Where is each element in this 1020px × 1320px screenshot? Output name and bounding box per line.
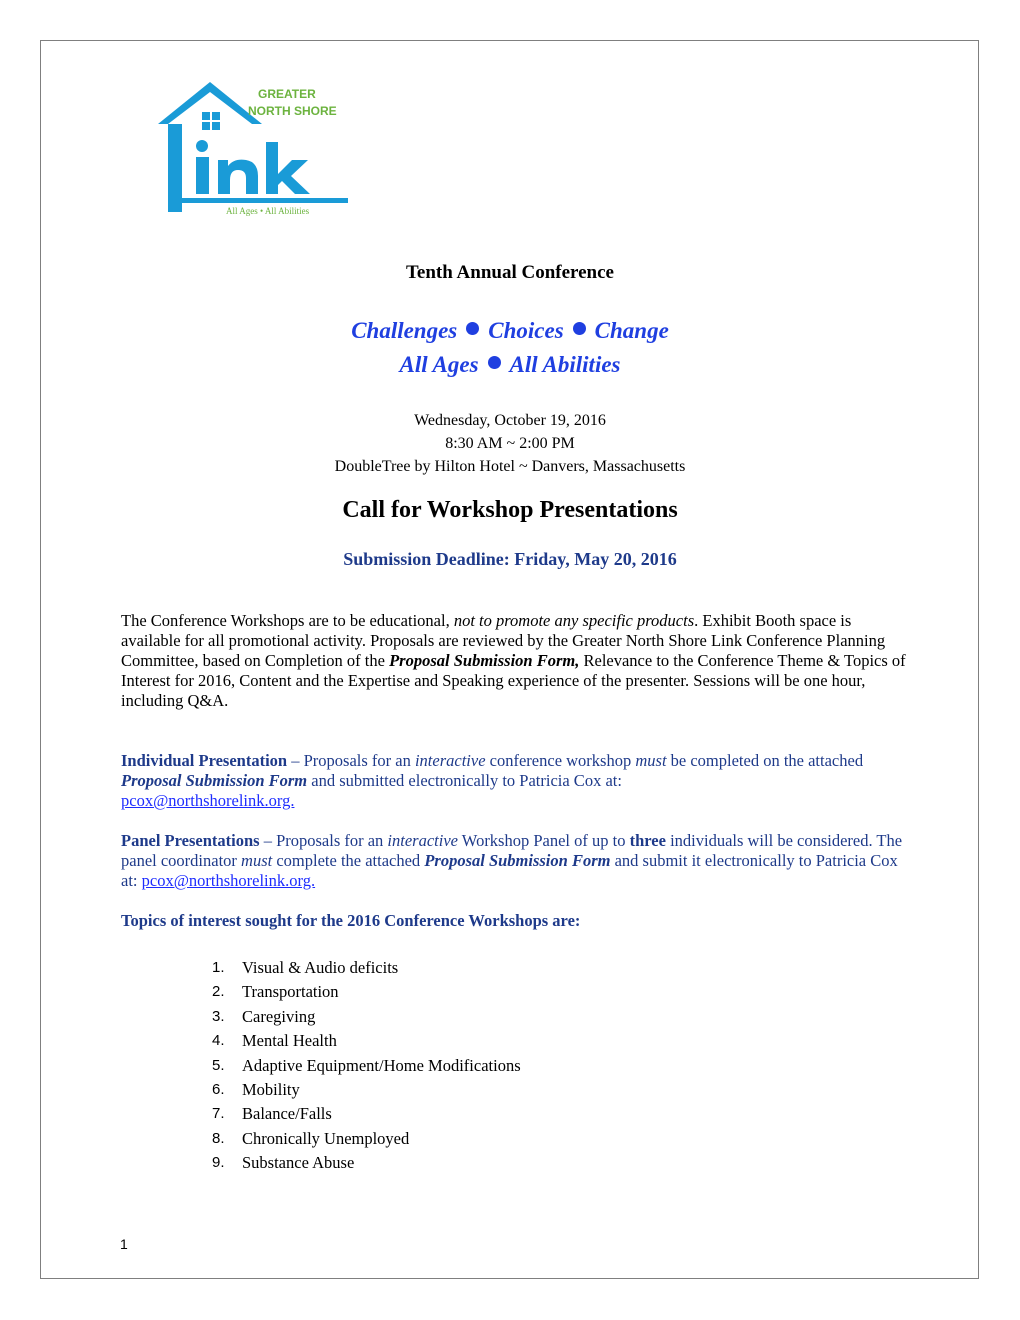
topics-list — [200, 956, 521, 1176]
text-run: Relevance to the Conference Theme & Topics of Interest for 2016, Content and the Expertise and Speaking experience of the presenter. Sessions will be one hour, including Q&A. — [121, 651, 906, 710]
text-run: three — [629, 831, 666, 850]
call-heading: Call for Workshop Presentations — [342, 497, 678, 523]
event-date: Wednesday, October 19, 2016 — [414, 412, 606, 429]
theme-line-1 — [0, 314, 1020, 348]
logo-line1: GREATER — [258, 87, 316, 101]
text-run: complete the attached — [272, 851, 425, 870]
list-item — [200, 1151, 521, 1175]
text-run: interactive — [387, 831, 458, 850]
list-text: Mental Health — [242, 1031, 337, 1051]
list-item — [200, 1054, 521, 1078]
list-text: Adaptive Equipment/Home Modifications — [242, 1055, 521, 1075]
text-run: – Proposals for an — [259, 831, 388, 850]
text-run: Proposal Submission Form — [424, 851, 611, 870]
list-item — [200, 956, 521, 980]
list-text: Visual & Audio deficits — [242, 958, 399, 977]
event-time: 8:30 AM ~ 2:00 PM — [445, 435, 575, 452]
text-run: and submitted electronically to Patricia Cox at: — [307, 771, 622, 790]
bullet-dot-icon — [466, 322, 479, 335]
intro-paragraph — [121, 611, 906, 711]
logo-tagline: All Ages • All Abilities — [226, 206, 310, 216]
list-number: 5. — [212, 1056, 225, 1074]
text-run: conference workshop — [485, 751, 636, 770]
email-link[interactable]: pcox@northshorelink.org. — [121, 791, 295, 810]
text-run: . Exhibit Booth space is available for all promotional activity. Proposals are reviewed by the Greater North Shore Link Conference Planning Committee, based on Completion of the — [121, 611, 886, 670]
theme-word: Challenges — [351, 318, 458, 343]
list-item — [200, 1102, 521, 1126]
list-text: Chronically Unemployed — [242, 1128, 410, 1148]
logo-line2: NORTH SHORE — [248, 104, 337, 118]
text-run: not to promote any specific products — [453, 611, 695, 630]
list-text: Mobility — [242, 1080, 300, 1100]
list-text: Balance/Falls — [242, 1104, 332, 1124]
theme-word: Change — [594, 318, 669, 343]
list-number: 9. — [212, 1154, 225, 1172]
email-link[interactable]: pcox@northshorelink.org. — [141, 871, 316, 890]
list-number: 6. — [212, 1081, 225, 1099]
bullet-dot-icon — [488, 356, 501, 369]
text-run: Proposal Submission Form — [121, 771, 308, 790]
conference-theme — [0, 314, 1020, 382]
list-item — [200, 980, 521, 1004]
section-label: Panel Presentations — [121, 831, 260, 850]
list-text: Transportation — [242, 982, 339, 1002]
list-item — [200, 1078, 521, 1102]
bullet-dot-icon — [573, 322, 586, 335]
section-label: Individual Presentation — [121, 751, 288, 770]
event-info — [0, 409, 1020, 478]
topics-heading: Topics of interest sought for the 2016 Conference Workshops are: — [121, 911, 581, 930]
list-number: 1. — [212, 959, 225, 976]
text-run: and submit it electronically to Patricia Cox at: — [121, 851, 898, 890]
text-run: The Conference Workshops are to be educational, — [121, 611, 454, 630]
list-item — [200, 1029, 521, 1053]
text-run: – Proposals for an — [287, 751, 415, 770]
theme-line-2 — [0, 348, 1020, 382]
list-number: 2. — [212, 983, 225, 1001]
list-number: 3. — [212, 1007, 225, 1025]
list-number: 7. — [212, 1105, 225, 1123]
individual-presentation-paragraph — [121, 751, 906, 811]
page-number: 1 — [120, 1236, 128, 1252]
list-number: 8. — [212, 1129, 225, 1147]
text-run: must — [241, 851, 273, 870]
list-item — [200, 1005, 521, 1029]
text-run: be completed on the attached — [666, 751, 864, 770]
theme-word: All Abilities — [509, 352, 621, 377]
text-run: Workshop Panel of up to — [457, 831, 630, 850]
submission-deadline: Submission Deadline: Friday, May 20, 2016 — [343, 549, 677, 569]
text-run: must — [635, 751, 667, 770]
greater-north-shore-link-logo — [158, 82, 358, 218]
panel-presentations-paragraph — [121, 831, 906, 891]
text-run: interactive — [414, 751, 486, 770]
text-run: individuals will be considered. The panel coordinator — [121, 831, 903, 870]
list-text: Caregiving — [242, 1006, 316, 1026]
conference-title: Tenth Annual Conference — [406, 262, 614, 283]
list-item — [200, 1127, 521, 1151]
house-link-logo-graphic — [158, 82, 358, 218]
list-number: 4. — [212, 1032, 225, 1050]
list-text: Substance Abuse — [242, 1153, 355, 1173]
text-run: Proposal Submission Form, — [389, 651, 580, 670]
theme-word: Choices — [488, 318, 564, 343]
event-venue: DoubleTree by Hilton Hotel ~ Danvers, Massachusetts — [334, 458, 686, 475]
theme-word: All Ages — [399, 352, 479, 377]
